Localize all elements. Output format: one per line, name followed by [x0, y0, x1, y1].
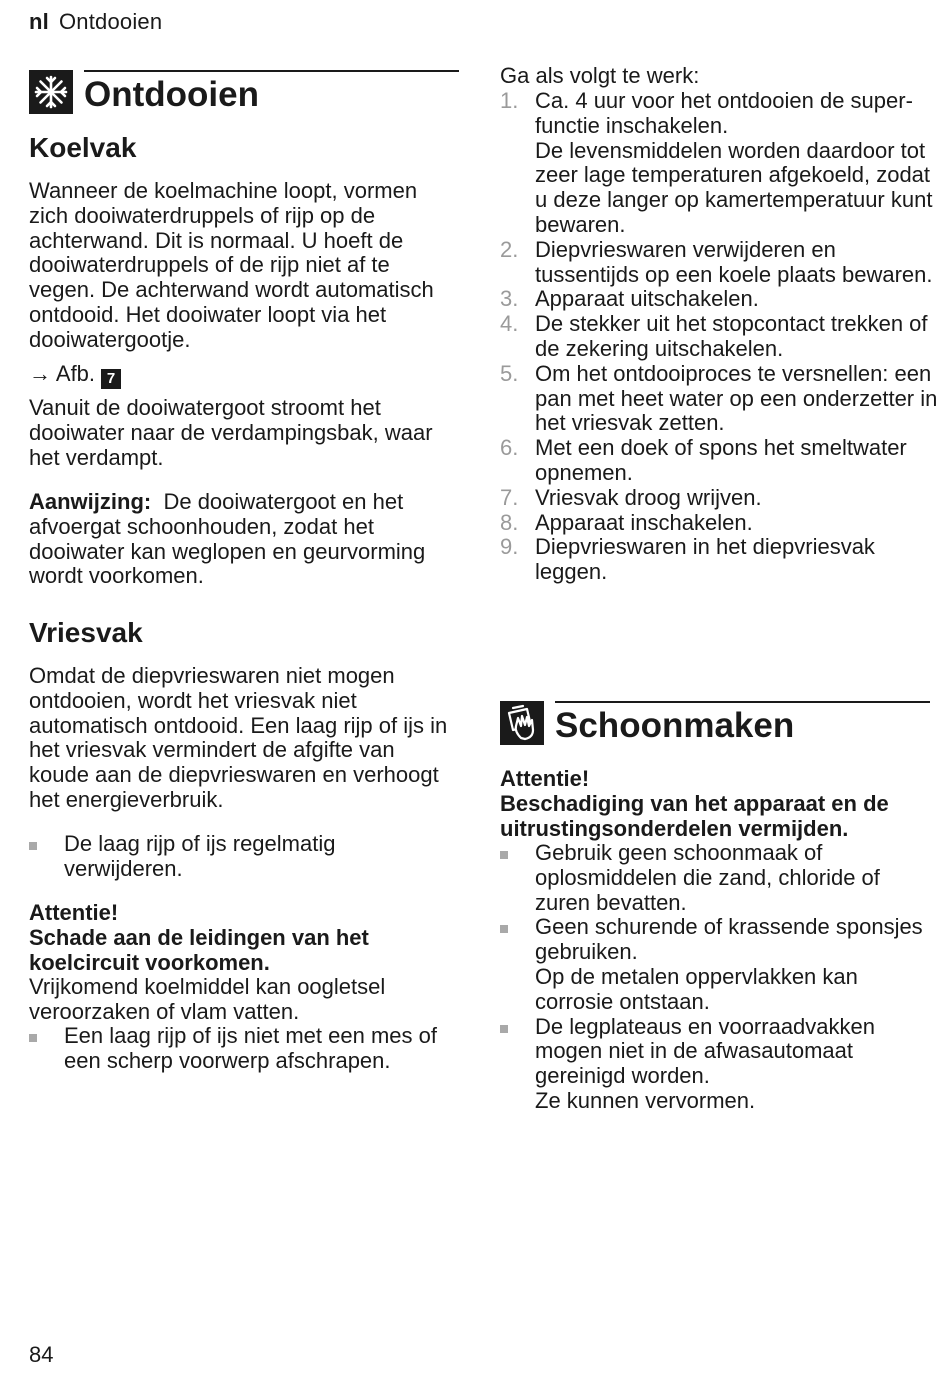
figure-reference — [29, 362, 121, 389]
list-item — [500, 915, 940, 1014]
list-item — [29, 832, 459, 882]
note-text: De dooiwatergoot en het afvoergat schoonhouden, zodat het dooiwater kan weglopen en geurvorming wordt voorkomen. — [29, 489, 426, 589]
square-bullet-icon — [500, 851, 508, 859]
koelvak-paragraph: Wanneer de koelmachine loopt, vormen zich dooiwaterdruppels of rijp op de achterwand. Dit is normaal. U hoeft de dooiwaterdruppels of de rijp niet af te vegen. De achterwand wordt automatisch ontdooid. Het dooiwater loopt via het dooiwatergootje. — [29, 178, 434, 352]
defrost-steps-list — [500, 89, 940, 585]
heading-vriesvak: Vriesvak — [29, 617, 143, 648]
step-number: 1. — [500, 88, 519, 113]
vriesvak-attention — [29, 901, 459, 1025]
step-number: 9. — [500, 534, 519, 560]
schoonmaken-section-header — [500, 701, 930, 751]
step-text: Apparaat uitschakelen. — [535, 286, 759, 312]
step-item — [500, 89, 940, 238]
step-item — [500, 362, 940, 436]
language-code: nl — [29, 9, 49, 34]
step-item — [500, 511, 940, 536]
square-bullet-icon — [29, 842, 37, 850]
list-item — [500, 1015, 940, 1114]
step-extra: De levensmiddelen worden daardoor tot zeer lage temperaturen afgekoeld, zodat u deze langer op kamertemperatuur kunt bewaren. — [535, 137, 933, 237]
section-title-ontdooien: Ontdooien — [84, 75, 259, 114]
square-bullet-icon — [500, 925, 508, 933]
section-rule — [84, 70, 459, 72]
step-text: Apparaat inschakelen. — [535, 509, 753, 535]
bullet-text: De legplateaus en voorraadvakken mogen niet in de afwasautomaat gereinigd worden. — [535, 1013, 876, 1089]
square-bullet-icon — [29, 1034, 37, 1042]
step-text: Diepvrieswaren verwijderen en tussentijds op een koele plaats bewaren. — [535, 236, 933, 287]
step-number: 3. — [500, 286, 519, 312]
running-header — [29, 9, 162, 35]
step-item — [500, 486, 940, 511]
bullet-text: Een laag rijp of ijs niet met een mes of een scherp voorwerp afschrapen. — [64, 1023, 437, 1073]
attention-label: Attentie! — [29, 900, 119, 925]
vriesvak-paragraph: Omdat de diepvrieswaren niet mogen ontdooien, wordt het vriesvak niet automatisch ontdooid. Een laag rijp of ijs in het vriesvak vermindert de afgifte van koude aan de diepvrieswaren en verhoogt het energieverbruik. — [29, 663, 448, 812]
figure-reference-text: → Afb. — [29, 361, 96, 386]
section-rule — [555, 701, 930, 703]
attention-title: Schade aan de leidingen van het koelcircuit voorkomen. — [29, 924, 369, 975]
step-item — [500, 312, 940, 362]
step-text: Met een doek of spons het smeltwater opnemen. — [535, 435, 907, 485]
step-item — [500, 238, 940, 288]
step-item — [500, 436, 940, 486]
cleaning-bullet-list — [500, 841, 940, 1114]
steps-intro: Ga als volgt te werk: — [500, 63, 700, 88]
figure-number-badge: 7 — [101, 369, 121, 389]
step-number: 8. — [500, 509, 519, 535]
step-text: Diepvrieswaren in het diepvriesvak leggen. — [535, 534, 875, 585]
bullet-text: Geen schurende of krassende sponsjes gebruiken. — [535, 914, 923, 965]
attention-text: Vrijkomend koelmiddel kan oogletsel veroorzaken of vlam vatten. — [29, 974, 386, 1025]
cleaning-hand-icon — [500, 701, 544, 745]
step-item — [500, 535, 940, 585]
snowflake-icon — [29, 70, 73, 114]
header-section-title: Ontdooien — [58, 9, 163, 34]
step-text: Om het ontdooiproces te versnellen: een pan met heet water op een onderzetter in het vriesvak zetten. — [535, 360, 938, 436]
list-item — [500, 841, 940, 915]
step-text: De stekker uit het stopcontact trekken of de zekering uitschakelen. — [535, 311, 928, 361]
bullet-extra: Ze kunnen vervormen. — [535, 1087, 756, 1113]
bullet-text: De laag rijp of ijs regelmatig verwijderen. — [64, 831, 336, 881]
section-title-schoonmaken: Schoonmaken — [555, 706, 795, 745]
bullet-text: Gebruik geen schoonmaak of oplosmiddelen die zand, chloride of zuren bevatten. — [535, 840, 880, 915]
step-number: 6. — [500, 435, 519, 461]
step-number: 5. — [500, 360, 519, 386]
step-item — [500, 287, 940, 312]
step-number: 7. — [500, 484, 519, 510]
bullet-extra: Op de metalen oppervlakken kan corrosie ontstaan. — [535, 963, 858, 1014]
note-label: Aanwijzing: — [29, 489, 152, 514]
step-number: 2. — [500, 236, 519, 262]
koelvak-paragraph-2: Vanuit de dooiwatergoot stroomt het dooiwater naar de verdampingsbak, waar het verdampt. — [29, 395, 433, 470]
square-bullet-icon — [500, 1025, 508, 1033]
step-text: Vriesvak droog wrijven. — [535, 484, 762, 510]
page-number: 84 — [29, 1342, 54, 1367]
schoonmaken-attention — [500, 767, 930, 841]
koelvak-note — [29, 490, 459, 589]
step-number: 4. — [500, 311, 519, 337]
list-item — [29, 1024, 459, 1074]
heading-koelvak: Koelvak — [29, 132, 137, 163]
attention-title: Beschadiging van het apparaat en de uitrustingsonderdelen vermijden. — [500, 790, 889, 841]
step-text: Ca. 4 uur voor het ontdooien de super-functie inschakelen. — [535, 88, 913, 138]
attention-label: Attentie! — [500, 766, 590, 791]
ontdooien-section-header — [29, 70, 459, 120]
